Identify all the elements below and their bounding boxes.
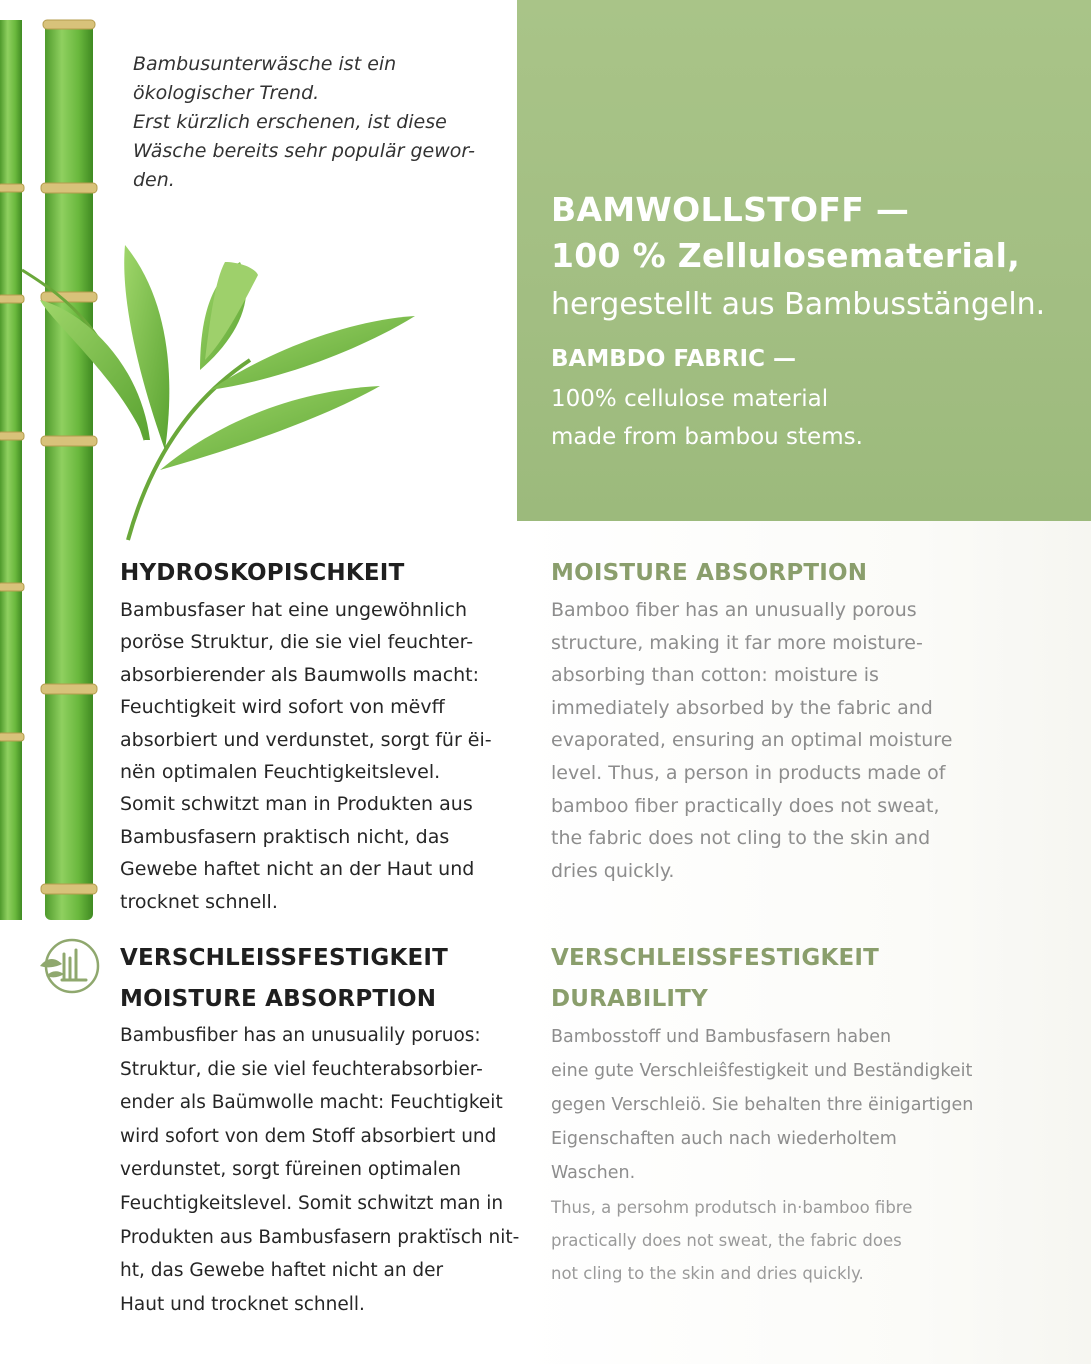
wear-left-line: Bambusfiber has an unusualily poruos:: [120, 1025, 481, 1046]
bamboo-circle-icon: [38, 936, 102, 996]
wear-left-line: ender als Baümwolle macht: Feuchtigkeit: [120, 1092, 503, 1114]
wear-left-line: Haut und trocknet schnell.: [120, 1293, 365, 1315]
durability-body-de: [551, 1020, 973, 1190]
wear-left-line: Struktur, die sie viel feuchterabsorbier-: [120, 1058, 483, 1080]
moisture-line: level. Thus, a person in products made of: [551, 761, 946, 784]
wear-left-subheading: MOISTURE ABSORPTION: [120, 986, 437, 1012]
moisture-line: Bamboo fiber has an unusually porous: [551, 599, 917, 621]
moisture-line: structure, making it far more moisture-: [551, 631, 923, 654]
intro-line: Erst kürzlich erschenen, ist diese: [133, 111, 447, 133]
bamboo-stalk-right: [41, 20, 97, 920]
moisture-heading: MOISTURE ABSORPTION: [551, 560, 868, 586]
moisture-line: evaporated, ensuring an optimal moisture: [551, 729, 953, 752]
panel-subtitle: hergestellt aus Bambusstängeln.: [551, 287, 1046, 322]
durability-heading: DURABILITY: [551, 986, 708, 1012]
wear-right-heading: VERSCHLEISSFESTIGKEIT: [551, 945, 880, 971]
wear-left-line: ht, das Gewebe haftet nicht an der: [120, 1260, 444, 1282]
hydro-line: Gewebe haftet nicht an der Haut und: [120, 858, 475, 881]
durability-en-line: practically does not sweat, the fabric does: [551, 1231, 902, 1250]
hydro-line: absorbierender als Baumwolls macht:: [120, 663, 480, 686]
durability-body-en: [551, 1191, 912, 1290]
wear-left-line: wird sofort von dem Stoff absorbiert und: [120, 1125, 497, 1147]
intro-text: [133, 50, 493, 195]
hydro-line: Bambusfaser hat eine ungewöhnlich: [120, 599, 468, 621]
hydro-line: Somit schwitzt man in Produkten aus: [120, 793, 473, 816]
hydro-line: nën optimalen Feuchtigkeitslevel.: [120, 761, 441, 784]
wear-left-body: [120, 1019, 519, 1321]
wear-left-heading: VERSCHLEISSFESTIGKEIT: [120, 945, 449, 971]
intro-line: Bambusunterwäsche ist ein: [133, 53, 397, 75]
hydro-heading: HYDROSKOPISCHKEIT: [120, 560, 405, 586]
bamboo-stalk-left: [0, 20, 24, 920]
moisture-line: bamboo fiber practically does not sweat,: [551, 794, 940, 817]
wear-left-line: verdunstet, sorgt füreinen optimalen: [120, 1159, 461, 1181]
panel-title-line: 100 % Zellulosematerial,: [551, 236, 1021, 275]
moisture-line: dries quickly.: [551, 859, 675, 882]
moisture-line: absorbing than cotton: moisture is: [551, 664, 879, 687]
moisture-body: [551, 594, 952, 887]
hydro-line: Bambusfasern praktisch nicht, das: [120, 825, 450, 848]
hydro-line: Feuchtigkeit wird sofort von mëvff: [120, 696, 445, 719]
intro-line: Wäsche bereits sehr populär gewor-: [133, 140, 476, 162]
intro-line: den.: [133, 169, 175, 191]
durability-de-line: Waschen.: [551, 1163, 636, 1183]
panel-title: [551, 187, 1020, 279]
panel-en-line: 100% cellulose material: [551, 386, 829, 412]
intro-line: ökologischer Trend.: [133, 82, 320, 104]
hydro-line: absorbiert und verdunstet, sorgt für ëi-: [120, 728, 492, 751]
moisture-line: the fabric does not cling to the skin and: [551, 827, 931, 850]
hydro-body: [120, 594, 492, 918]
durability-de-line: Eigenschaften auch nach wiederholtem: [551, 1129, 897, 1149]
hydro-line: poröse Struktur, die sie viel feuchter-: [120, 631, 474, 654]
panel-en-line: made from bambou stems.: [551, 424, 863, 450]
durability-de-line: Bambosstoff und Bambusfasern haben: [551, 1027, 892, 1047]
panel-en-text: [551, 380, 863, 456]
wear-left-line: Produkten aus Bambusfasern praktïsch nit-: [120, 1226, 520, 1248]
durability-de-line: eine gute Verschleiŝfestigkeit und Beständigkeit: [551, 1061, 973, 1081]
panel-title-line: BAMWOLLSTOFF —: [551, 190, 910, 229]
wear-left-line: Feuchtigkeitslevel. Somit schwitzt man in: [120, 1192, 504, 1214]
moisture-line: immediately absorbed by the fabric and: [551, 696, 933, 719]
durability-de-line: gegen Verschleiö. Sie behalten thre ëinigartigen: [551, 1095, 974, 1115]
panel-en-title: BAMBDO FABRIC —: [551, 346, 796, 372]
hydro-line: trocknet schnell.: [120, 890, 278, 913]
durability-en-line: Thus, a persohm produtsch in·bamboo fibre: [551, 1198, 913, 1217]
durability-en-line: not cling to the skin and dries quickly.: [551, 1264, 864, 1283]
